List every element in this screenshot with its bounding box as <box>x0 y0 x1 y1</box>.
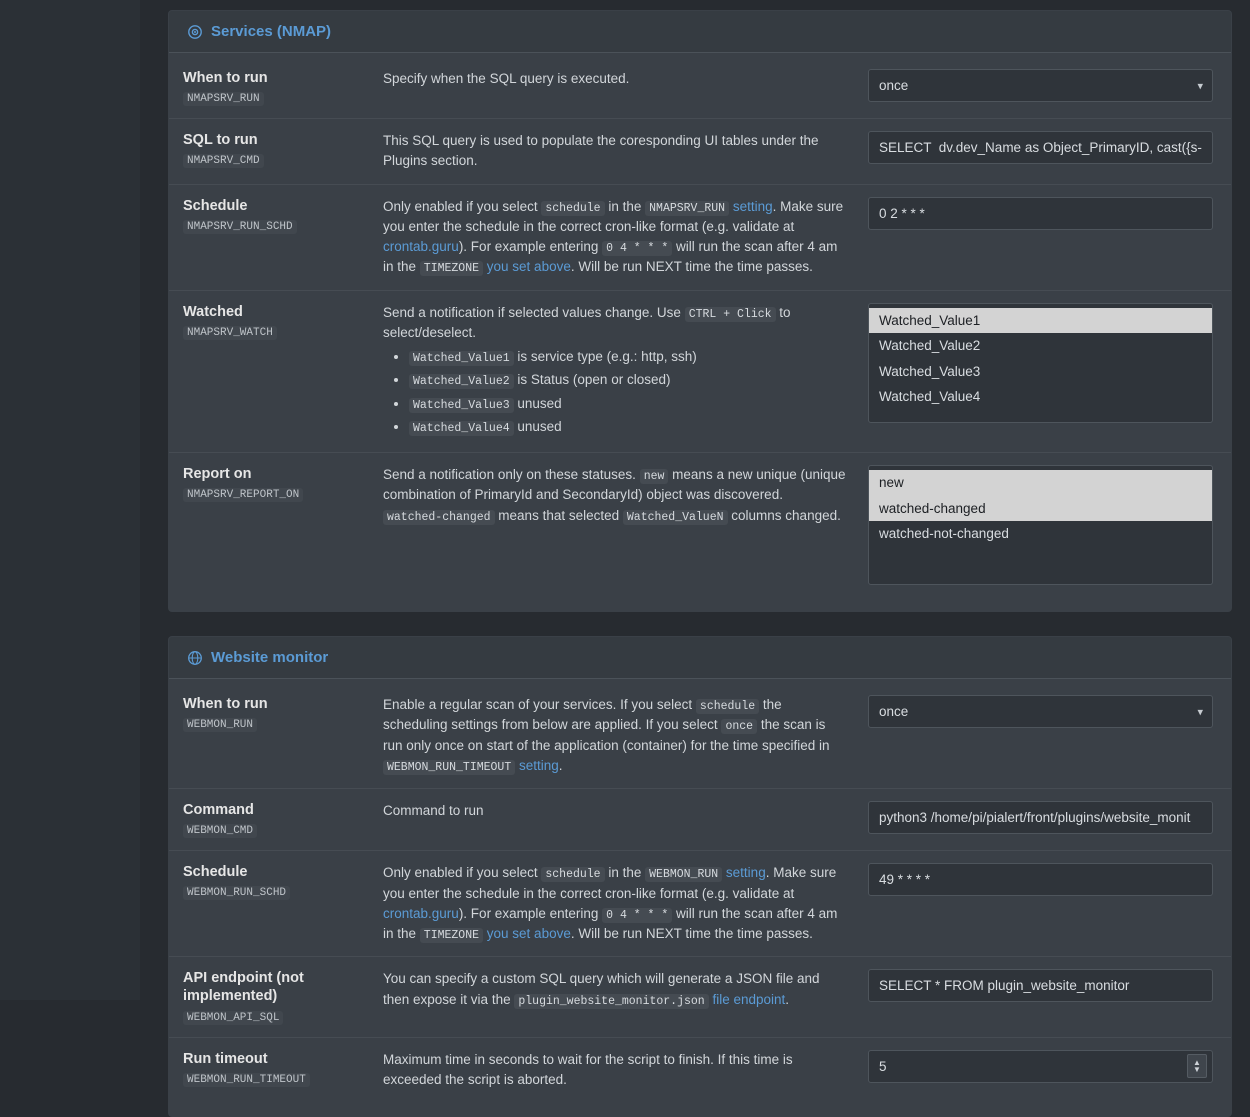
setting-row-nmapsrv-report-on <box>169 453 1231 597</box>
code-schedule: schedule <box>541 201 604 216</box>
setting-link[interactable]: setting <box>519 757 559 773</box>
setting-title: Schedule <box>183 197 248 214</box>
radar-icon <box>187 24 203 40</box>
code-cron-example: 0 4 * * * <box>602 908 672 923</box>
webmon-api-sql-input[interactable] <box>868 969 1213 1002</box>
setting-control <box>868 131 1213 164</box>
list-item <box>409 370 846 390</box>
setting-link[interactable]: setting <box>732 198 773 214</box>
crontab-guru-link[interactable]: crontab.guru <box>383 239 459 255</box>
code-webmon-run: WEBMON_RUN <box>645 867 722 882</box>
settings-content <box>140 0 1250 1117</box>
list-item-text: is Status (open or closed) <box>517 372 671 388</box>
setting-label-block <box>183 969 383 1024</box>
desc-part: Send a notification only on these statuses. <box>383 467 636 483</box>
code-schedule: schedule <box>696 699 759 714</box>
setting-title: API endpoint (not implemented) <box>183 970 304 1005</box>
chevron-down-icon: ▾ <box>1197 80 1203 92</box>
description-text: Maximum time in seconds to wait for the script to finish. If this time is exceeded the script is aborted. <box>383 1051 793 1087</box>
desc-part: in the <box>608 865 642 881</box>
desc-part: Send a notification if selected values change. Use <box>383 304 681 320</box>
setting-label-block <box>183 131 383 168</box>
section-header-services-nmap <box>169 11 1231 53</box>
setting-title: When to run <box>183 696 268 713</box>
setting-title: Command <box>183 802 254 819</box>
setting-row-nmapsrv-watch <box>169 291 1231 454</box>
desc-part: the scan is run only once on start of the application (container) for the time specified in <box>383 717 830 753</box>
desc-part: . Make sure you enter the schedule in the correct cron-like format (e.g. validate at <box>383 198 844 234</box>
desc-part: means a new unique (unique combination of PrimaryId and SecondaryId) object was discovered. <box>383 467 846 503</box>
setting-key: WEBMON_API_SQL <box>183 1011 283 1025</box>
list-item <box>409 394 846 414</box>
description-text: Command to run <box>383 803 484 819</box>
setting-key: WEBMON_RUN_TIMEOUT <box>183 1073 310 1087</box>
desc-part: . Will be run NEXT time the time passes. <box>570 926 813 941</box>
code-watched-value: Watched_Value1 <box>409 351 514 366</box>
setting-control <box>868 863 1213 896</box>
setting-row-nmapsrv-run-schd <box>169 185 1231 291</box>
setting-key: NMAPSRV_RUN <box>183 92 264 106</box>
setting-description <box>383 197 868 278</box>
desc-part: to select/deselect. <box>383 304 791 340</box>
setting-title: Watched <box>183 303 243 320</box>
setting-description <box>383 863 868 944</box>
code-webmon-run-timeout: WEBMON_RUN_TIMEOUT <box>383 760 515 775</box>
setting-control <box>868 465 1213 585</box>
list-item-text: is service type (e.g.: http, ssh) <box>517 349 697 365</box>
webmon-run-select[interactable] <box>868 695 1213 728</box>
select-wrapper <box>868 695 1213 728</box>
desc-part: means that selected <box>498 507 620 523</box>
setting-label-block <box>183 465 383 502</box>
desc-part: . Will be run NEXT time the time passes. <box>570 259 813 275</box>
desc-part: columns changed. <box>731 507 841 523</box>
setting-key: NMAPSRV_REPORT_ON <box>183 488 303 502</box>
left-gutter <box>0 0 140 1000</box>
setting-control <box>868 969 1213 1002</box>
setting-key: WEBMON_CMD <box>183 824 257 838</box>
code-watched-value: Watched_Value2 <box>409 374 514 389</box>
desc-part: will run the scan after 4 am in the <box>383 239 838 275</box>
listbox-option[interactable]: Watched_Value4 <box>879 389 981 405</box>
setting-row-webmon-api-sql <box>169 957 1231 1037</box>
setting-key: WEBMON_RUN_SCHD <box>183 886 290 900</box>
file-endpoint-link[interactable]: file endpoint <box>712 991 786 1007</box>
setting-title: Schedule <box>183 864 248 881</box>
desc-part: . <box>558 757 563 773</box>
code-timezone: TIMEZONE <box>420 928 483 943</box>
code-plugin-json: plugin_website_monitor.json <box>514 994 708 1009</box>
timezone-link[interactable]: you set above <box>486 926 571 941</box>
desc-part: the scheduling settings from below are applied. If you select <box>383 697 782 733</box>
code-nmapsrv-run: NMAPSRV_RUN <box>645 201 729 216</box>
code-once: once <box>721 719 757 734</box>
section-rows <box>169 53 1231 611</box>
section-rows <box>169 679 1231 1116</box>
desc-part: Enable a regular scan of your services. If you select <box>383 697 693 713</box>
listbox-option[interactable]: new <box>869 470 1212 496</box>
setting-label-block <box>183 303 383 340</box>
setting-title: Report on <box>183 466 252 483</box>
webmon-run-timeout-input[interactable] <box>868 1050 1213 1083</box>
setting-control <box>868 695 1213 728</box>
desc-part: will run the scan after 4 am in the <box>383 905 838 941</box>
setting-key: NMAPSRV_WATCH <box>183 326 277 340</box>
description-text: This SQL query is used to populate the coresponding UI tables under the Plugins section. <box>383 133 819 169</box>
timezone-link[interactable]: you set above <box>486 259 571 275</box>
setting-description <box>383 303 868 441</box>
stepper-down-icon[interactable]: ▼ <box>1193 1065 1201 1074</box>
setting-label-block <box>183 863 383 900</box>
setting-control <box>868 69 1213 102</box>
setting-label-block <box>183 69 383 106</box>
number-stepper-icon[interactable] <box>1187 1054 1207 1078</box>
setting-label-block <box>183 197 383 234</box>
section-title: Services (NMAP) <box>211 23 332 40</box>
desc-part: in the <box>608 198 642 214</box>
setting-label-block <box>183 695 383 732</box>
nmapsrv-run-select[interactable] <box>868 69 1213 102</box>
section-website-monitor <box>168 636 1232 1117</box>
code-watched-value: Watched_Value4 <box>409 421 514 436</box>
setting-description <box>383 801 868 821</box>
list-item <box>409 347 846 367</box>
stepper-up-icon[interactable]: ▲ <box>1193 1058 1201 1067</box>
section-title: Website monitor <box>211 649 329 667</box>
code-watched-value: Watched_Value3 <box>409 398 514 413</box>
section-services-nmap <box>168 10 1232 612</box>
setting-row-webmon-cmd <box>169 789 1231 851</box>
code-timezone: TIMEZONE <box>420 261 483 276</box>
desc-part: Only enabled if you select <box>383 198 538 214</box>
list-item-text: unused <box>517 395 562 411</box>
setting-key: NMAPSRV_RUN_SCHD <box>183 220 297 234</box>
crontab-guru-link[interactable]: crontab.guru <box>383 905 459 921</box>
setting-row-nmapsrv-cmd <box>169 119 1231 185</box>
setting-control <box>868 197 1213 230</box>
setting-link[interactable]: setting <box>725 865 766 881</box>
setting-description <box>383 465 868 526</box>
desc-part: . Make sure you enter the schedule in the correct cron-like format (e.g. validate at <box>383 865 837 901</box>
setting-description <box>383 69 868 89</box>
select-wrapper <box>868 69 1213 102</box>
setting-control <box>868 1050 1213 1083</box>
setting-description <box>383 969 868 1010</box>
listbox-option[interactable]: watched-changed <box>869 496 1212 522</box>
nmapsrv-watch-listbox[interactable] <box>868 303 1213 423</box>
setting-control <box>868 801 1213 834</box>
setting-description <box>383 131 868 172</box>
webmon-run-schd-input[interactable] <box>868 863 1213 896</box>
code-cron-example: 0 4 * * * <box>602 241 672 256</box>
setting-key: WEBMON_RUN <box>183 718 257 732</box>
setting-description <box>383 1050 868 1091</box>
code-new: new <box>640 469 669 484</box>
list-item-text: unused <box>517 418 562 434</box>
kbd-ctrl-click: CTRL + Click <box>685 307 776 322</box>
desc-part: ). For example entering <box>458 239 599 255</box>
code-watched-valuen: Watched_ValueN <box>623 510 728 525</box>
nmapsrv-cmd-input[interactable] <box>868 131 1213 164</box>
setting-label-block <box>183 801 383 838</box>
setting-row-webmon-run <box>169 683 1231 789</box>
description-text: Specify when the SQL query is executed. <box>383 71 630 86</box>
desc-part: ). For example entering <box>458 905 599 921</box>
desc-part: . <box>785 991 790 1007</box>
setting-title: SQL to run <box>183 132 258 149</box>
code-schedule: schedule <box>541 867 604 882</box>
listbox-option[interactable]: Watched_Value2 <box>879 338 981 354</box>
setting-label-block <box>183 1050 383 1087</box>
chevron-down-icon: ▾ <box>1197 706 1203 719</box>
setting-key: NMAPSRV_CMD <box>183 154 264 168</box>
listbox-option[interactable]: watched-not-changed <box>879 526 1009 542</box>
nmapsrv-run-schd-input[interactable] <box>868 197 1213 230</box>
section-header-website-monitor <box>169 637 1231 679</box>
setting-title: When to run <box>183 70 268 86</box>
setting-description <box>383 695 868 776</box>
code-watched-changed: watched-changed <box>383 510 495 525</box>
nmapsrv-report-on-listbox[interactable] <box>868 465 1213 585</box>
globe-icon <box>187 650 203 666</box>
setting-control <box>868 303 1213 423</box>
webmon-cmd-input[interactable] <box>868 801 1213 834</box>
desc-part: You can specify a custom SQL query which will generate a JSON file and then expose it via the <box>383 971 820 1007</box>
listbox-option[interactable]: Watched_Value1 <box>869 308 1212 334</box>
setting-row-webmon-run-schd <box>169 851 1231 957</box>
setting-row-webmon-run-timeout <box>169 1038 1231 1103</box>
setting-row-nmapsrv-run <box>169 57 1231 119</box>
watched-values-list <box>383 347 846 437</box>
listbox-option[interactable]: Watched_Value3 <box>879 363 981 379</box>
desc-part: Only enabled if you select <box>383 865 538 881</box>
section-gap <box>140 612 1250 626</box>
list-item <box>409 417 846 437</box>
setting-title: Run timeout <box>183 1050 268 1067</box>
